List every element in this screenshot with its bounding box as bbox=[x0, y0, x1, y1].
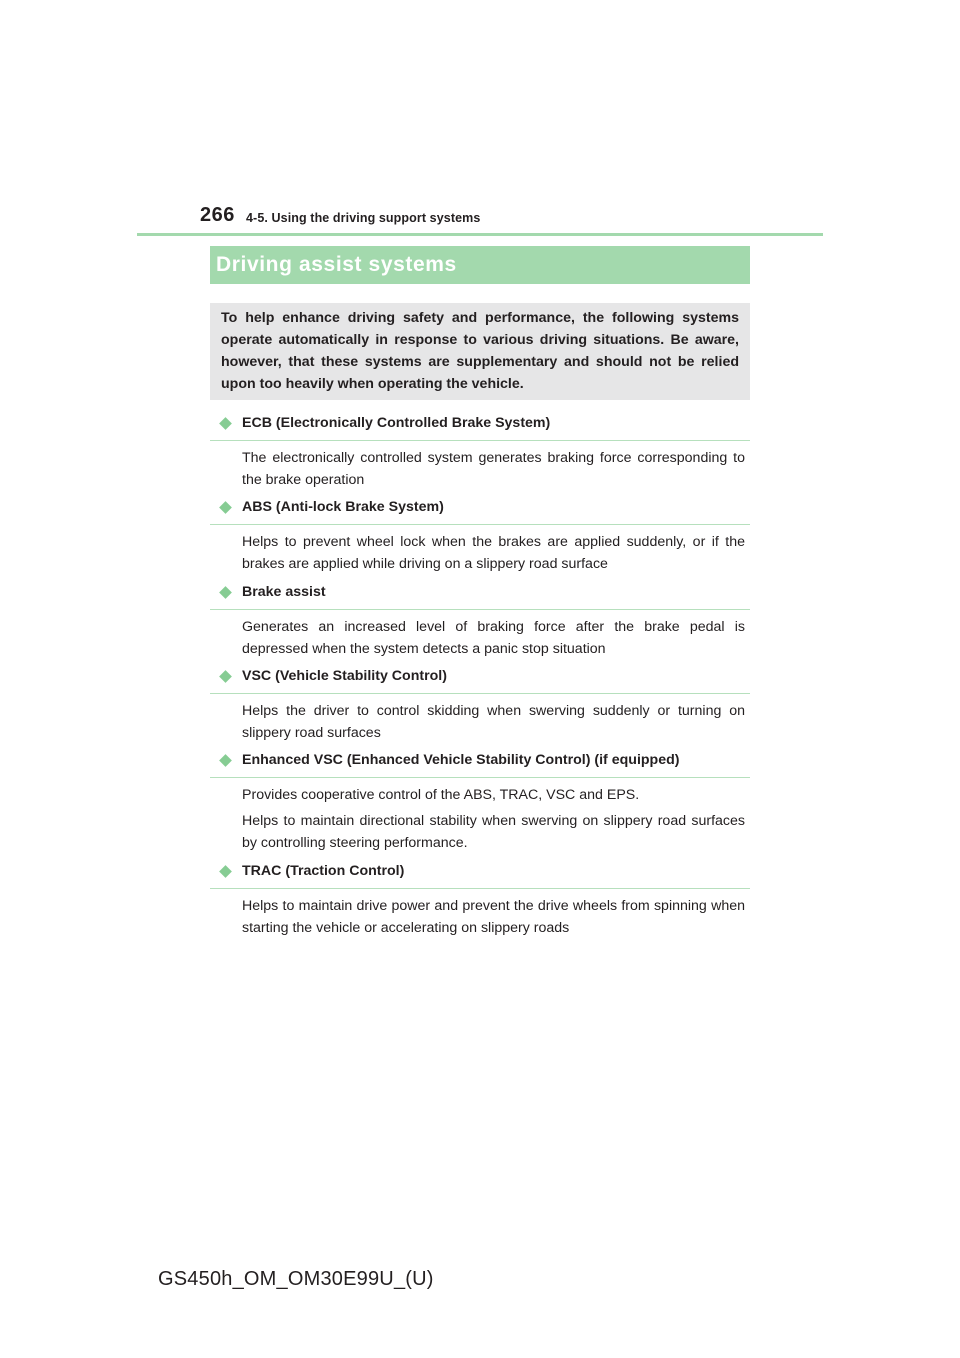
section-reference: 4-5. Using the driving support systems bbox=[246, 211, 481, 225]
item-title: Enhanced VSC (Enhanced Vehicle Stability Control) (if equipped) bbox=[242, 752, 680, 768]
diamond-bullet-icon bbox=[219, 501, 232, 514]
item-heading bbox=[210, 580, 750, 610]
item-heading bbox=[210, 495, 750, 525]
intro-box bbox=[210, 303, 750, 400]
item-title: ABS (Anti-lock Brake System) bbox=[242, 499, 444, 515]
header-divider bbox=[137, 233, 823, 236]
page-number: 266 bbox=[200, 204, 235, 226]
list-item-ecb bbox=[210, 411, 750, 491]
list-item-abs bbox=[210, 495, 750, 575]
item-description: Generates an increased level of braking force after the brake pedal is depressed when the system detects a panic stop situation bbox=[242, 619, 745, 657]
intro-text: To help enhance driving safety and performance, the following systems operate automatically in response to various driving situations. Be aware, however, that these systems are supplementary and should not be relied upon too heavily when operating the vehicle. bbox=[221, 310, 739, 392]
item-title: ECB (Electronically Controlled Brake System) bbox=[242, 415, 551, 431]
item-description: The electronically controlled system generates braking force corresponding to the brake operation bbox=[242, 450, 745, 488]
section-title: Driving assist systems bbox=[216, 253, 457, 276]
item-description: Provides cooperative control of the ABS, TRAC, VSC and EPS. bbox=[242, 787, 640, 803]
item-title: Brake assist bbox=[242, 584, 326, 600]
list-item-brake-assist bbox=[210, 580, 750, 660]
diamond-bullet-icon bbox=[219, 865, 232, 878]
item-description: Helps to maintain drive power and prevent the drive wheels from spinning when starting the vehicle or accelerating on slippery roads bbox=[242, 898, 745, 936]
item-title: VSC (Vehicle Stability Control) bbox=[242, 668, 447, 684]
list-item-trac bbox=[210, 859, 750, 939]
item-heading bbox=[210, 859, 750, 889]
diamond-bullet-icon bbox=[219, 417, 232, 430]
section-title-band bbox=[210, 246, 750, 284]
list-item-enhanced-vsc bbox=[210, 748, 750, 854]
item-description: Helps to prevent wheel lock when the brakes are applied suddenly, or if the brakes are applied while driving on a slippery road surface bbox=[242, 534, 745, 572]
list-item-vsc bbox=[210, 664, 750, 744]
item-description: Helps the driver to control skidding when swerving suddenly or turning on slippery road surfaces bbox=[242, 703, 745, 741]
item-title: TRAC (Traction Control) bbox=[242, 863, 405, 879]
item-heading bbox=[210, 411, 750, 441]
diamond-bullet-icon bbox=[219, 754, 232, 767]
item-heading bbox=[210, 748, 750, 778]
item-heading bbox=[210, 664, 750, 694]
diamond-bullet-icon bbox=[219, 670, 232, 683]
diamond-bullet-icon bbox=[219, 586, 232, 599]
item-description: Helps to maintain directional stability when swerving on slippery road surfaces by controlling steering performance. bbox=[242, 813, 745, 851]
document-code-footer: GS450h_OM_OM30E99U_(U) bbox=[158, 1268, 434, 1290]
